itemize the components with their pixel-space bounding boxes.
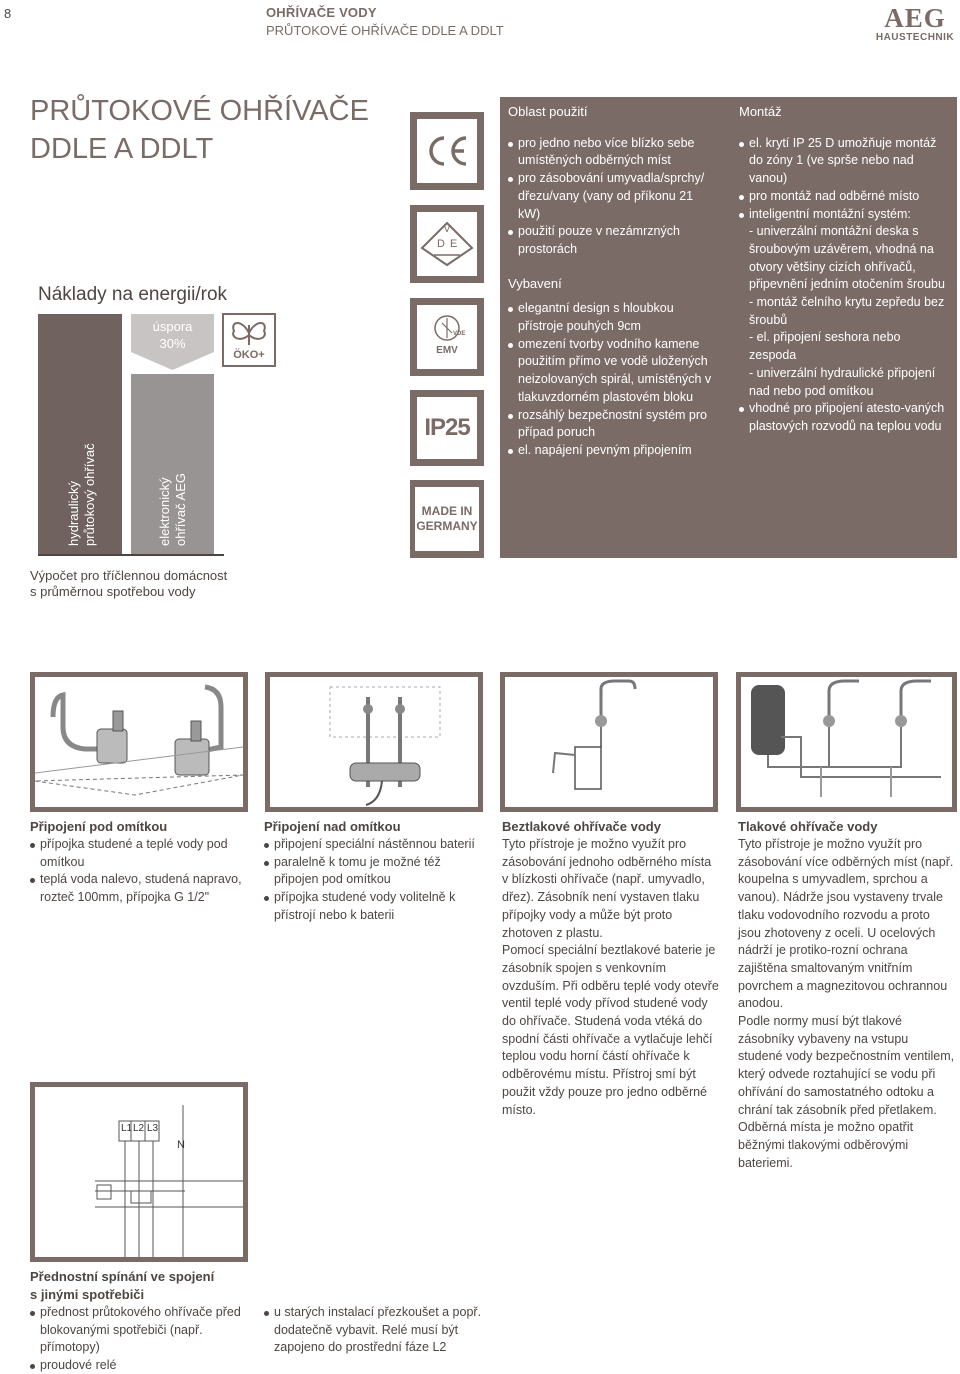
unpressurized-para: Pomocí speciální beztlakové baterie je zásobník spojen s venkovním ovzduším. Při odběru teplé vody otevře ventil teplé vody přívod studené vody do ohřívače. Studená voda vtéká do spodní části ohřívače a vytlačuje lehčí teplou vodu horní částí ohřívače k odběrovému místu. Přístroj smí být použit vždy pouze pro jedno odběrné místo. [502,943,719,1117]
priority-title-line2: s jinými spotřebiči [30,1287,145,1302]
label-l3: L3 [147,1123,159,1134]
bar-hydraulic-label-line2: průtokový ohřívač [82,443,97,546]
label-l2: L2 [133,1123,145,1134]
bar-hydraulic-label-line1: hydraulický [66,480,81,546]
vde-letter-e: E [450,238,458,250]
chart-caption-line2: s průměrnou spotřebou vody [30,584,196,599]
germany-label: GERMANY [416,519,478,533]
bar-hydraulic [38,314,122,555]
saving-indicator [131,314,214,374]
equipment-item: el. napájení pevným připojením [508,442,718,460]
butterfly-icon [224,317,274,349]
bar-aeg-label-line1: elektronický [157,477,172,546]
mounting-subitem: - montáž čelního krytu zepředu bez šroubů [749,295,945,327]
chart-caption [30,568,227,600]
mounting-list [739,135,951,436]
bar-aeg-label-line2: ohřívač AEG [173,473,188,546]
unpressurized-heater-image [500,672,718,812]
mounting-subitem: - univerzální hydraulické připojení nad nebo pod omítkou [749,365,936,398]
wiring-diagram-image [30,1082,248,1262]
ce-badge [410,112,484,190]
unpressurized-title: Beztlakové ohřívače vody [502,819,661,834]
usage-item: použití pouze v nezámrzných prostorách [508,223,718,258]
usage-title: Oblast použití [508,104,588,119]
ip25-badge [410,390,484,466]
saving-label [131,318,214,352]
pressurized-heater-illustration [741,677,952,807]
vde-letter-v: V [443,224,451,235]
mounting-item: el. krytí IP 25 D umožňuje montáž do zóny 1 (ve sprše nebo nad vanou) [739,135,951,188]
unpressurized-heater-illustration [505,677,713,807]
logo-text: AEG [884,3,946,33]
mounting-item: inteligentní montážní systém: [739,206,951,224]
usage-item: pro zásobování umyvadla/sprchy/ dřezu/vany (vany od příkonu 21 kW) [508,170,718,223]
usage-equipment-column [508,97,718,460]
chart-baseline [38,554,224,556]
surface-mount-item: paralelně k tomu je možné též připojen pod omítkou [264,854,482,889]
page-title-line1: PRŮTOKOVÉ OHŘÍVAČE [30,95,369,127]
pressurized-para: Podle normy musí být tlakové zásobníky vybaveny na vstupu studené vody bezpečnostním ventilem, který odvede roztahující se vodu při ohřívání do samostatného odtoku a chrání tak zásobník před přetlakem. [738,1014,955,1117]
emv-badge [410,298,484,376]
flush-mount-item: přípojka studené a teplé vody pod omítkou [30,836,245,871]
mounting-item: vhodné pro připojení atesto-vaných plastových rozvodů na teplou vodu [739,400,951,435]
bar-aeg-label [157,473,189,546]
saving-label-line1: úspora [152,319,193,334]
priority-switching-text [30,1268,248,1374]
usage-list [508,135,718,259]
energy-chart-title: Náklady na energii/rok [38,284,228,305]
aeg-logo [872,4,958,43]
surface-mount-illustration [270,677,478,807]
ce-mark-icon [424,134,470,168]
equipment-item: rozsáhlý bezpečnostní systém pro případ poruch [508,407,718,442]
page-number: 8 [4,6,12,21]
flush-mount-illustration [35,677,243,807]
priority-item: přednost průtokového ohřívače před blokovanými spotřebiči (např. přímotopy) [30,1304,248,1357]
pressurized-heater-image [736,672,957,812]
label-l1: L1 [121,1123,133,1134]
eko-label: ÖKO+ [233,349,265,361]
logo-subtext: HAUSTECHNIK [875,32,955,43]
saving-label-line2: 30% [159,336,186,351]
surface-mount-text [264,818,482,925]
made-in-label: MADE IN [421,504,473,518]
equipment-list [508,300,718,459]
subsection-title: PRŮTOKOVÉ OHŘÍVAČE DDLE A DDLT [266,23,504,38]
section-title: OHŘÍVAČE VODY [266,5,377,20]
usage-item: pro jedno nebo více blízko sebe umístěných odběrných míst [508,135,718,170]
pressurized-text [738,818,956,1172]
priority-item: u starých instalací přezkoušet a popř. dodatečně vybavit. Relé musí být zapojeno do prostřední fáze L2 [264,1304,482,1357]
vde-letter-d: D [437,238,445,250]
pressurized-para: Tyto přístroje je možno využít pro zásobování více odběrných míst (např. koupelna s umyvadlem, sprchou a vanou). Nádrže jsou vystaveny trvale tlaku vodovodního rozvodu a proto jsou zhotoveny z oceli. U ocelových nádrží je protiko-rozní ochrana zajištěna smaltovaným vnitřním povrchem a magnezitovou ochrannou anodou. [738,837,954,1011]
mounting-subitem: - el. připojení seshora nebo zespoda [749,330,901,363]
unpressurized-text [502,818,720,1119]
eko-badge [222,313,276,367]
chart-caption-line1: Výpočet pro tříčlennou domácnost [30,568,228,583]
mounting-item: pro montáž nad odběrné místo [739,188,951,206]
label-n: N [177,1139,185,1151]
mounting-subitem: - univerzální montážní deska s šroubovým uzávěrem, vhodná na otvory většiny cizích ohřívačů, připevnění jedním otočením šroubu [749,224,945,292]
pressurized-para: Odběrná místa je možno opatřit běžnými tlakovými odběrovými bateriemi. [738,1120,914,1170]
emv-label: EMV [436,345,458,356]
ip-label: IP25 [424,414,470,441]
page-title [30,92,390,168]
flush-mount-title: Připojení pod omítkou [30,819,168,834]
equipment-item: elegantní design s hloubkou přístroje pouhých 9cm [508,300,718,335]
surface-mount-title: Připojení nad omítkou [264,819,401,834]
mounting-column [739,97,951,436]
bar-aeg [131,374,214,555]
info-panel [500,97,957,558]
unpressurized-para: Tyto přístroje je možno využít pro zásobování jednoho odběrného místa v blízkosti ohřívače (např. umyvadlo, dřez). Zásobník není vystaven tlaku přípojky vody a může být proto zhotoven z plastu. [502,837,712,940]
bar-hydraulic-label [66,443,98,546]
surface-mount-image [265,672,483,812]
pressurized-title: Tlakové ohřívače vody [738,819,878,834]
equipment-title: Vybavení [508,275,562,291]
surface-mount-item: přípojka studené vody volitelně k přístrojí nebo k baterii [264,889,482,924]
flush-mount-image [30,672,248,812]
page-title-line2: DDLE A DDLT [30,133,214,165]
emv-vde-text: VDE [453,331,466,337]
flush-mount-item: teplá voda nalevo, studená napravo, rozteč 100mm, přípojka G 1/2" [30,871,245,906]
equipment-item: omezení tvorby vodního kamene použitím přímo ve vodě uložených neizolovaných spirál, umístěných v tlakuvzdorném plastovém bloku [508,336,718,407]
surface-mount-item: připojení speciální nástěnnou baterií [264,836,482,854]
mounting-title: Montáž [739,104,782,119]
made-in-germany-badge [410,480,484,558]
priority-item: proudové relé [30,1357,248,1374]
wiring-diagram [35,1087,243,1257]
priority-title-line1: Přednostní spínání ve spojení [30,1269,215,1284]
flush-mount-text [30,818,245,907]
priority-switching-text-2 [264,1304,482,1357]
vde-badge [410,205,484,283]
emv-circle-icon [432,313,462,343]
